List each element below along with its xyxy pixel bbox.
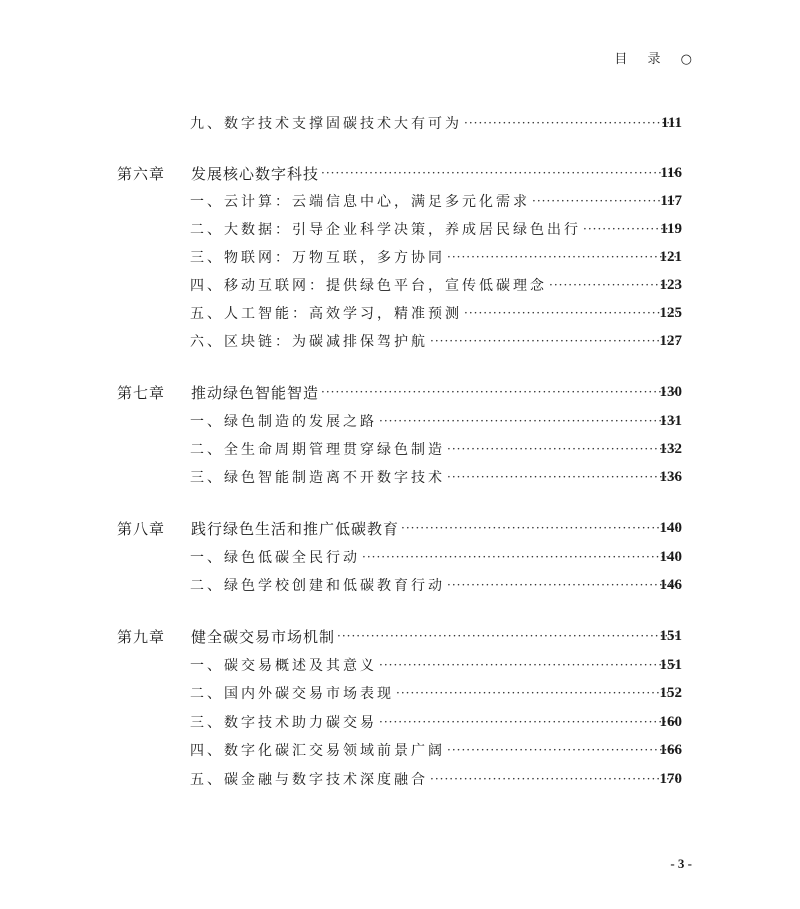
section-title: 四、移动互联网：提供绿色平台，宣传低碳理念	[190, 278, 547, 294]
page-number: 127	[659, 332, 682, 349]
toc-section-entry[interactable]	[0, 466, 800, 488]
dot-leader	[337, 629, 678, 643]
toc-section-entry[interactable]	[0, 711, 800, 733]
section-title: 一、云计算：云端信息中心，满足多元化需求	[190, 194, 530, 210]
section-title: 五、人工智能：高效学习，精准预测	[190, 306, 462, 322]
chapter-title: 发展核心数字科技	[191, 164, 320, 183]
toc-section-entry[interactable]	[0, 768, 800, 790]
chapter-title: 推动绿色智能智造	[191, 383, 320, 402]
toc-chapter-entry[interactable]	[0, 625, 800, 647]
toc-section-entry[interactable]	[0, 330, 800, 352]
section-title: 二、绿色学校创建和低碳教育行动	[190, 578, 445, 594]
page-number: 111	[661, 114, 682, 131]
toc-section-entry[interactable]	[0, 410, 800, 432]
dot-leader	[321, 385, 678, 399]
toc-chapter-entry[interactable]	[0, 381, 800, 403]
dot-leader	[430, 772, 678, 786]
toc-section-entry[interactable]	[0, 302, 800, 324]
page-number: 136	[659, 468, 682, 485]
page-number: 116	[660, 164, 682, 181]
toc-section-entry[interactable]	[0, 274, 800, 296]
toc-chapter-entry[interactable]	[0, 162, 800, 184]
dot-leader	[401, 521, 678, 535]
page-number: 125	[659, 304, 682, 321]
chapter-number: 第九章	[117, 627, 166, 646]
chapter-title: 健全碳交易市场机制	[191, 627, 336, 646]
toc-section-entry[interactable]	[0, 654, 800, 676]
footer-page-number: - 3 -	[670, 856, 692, 871]
section-title: 三、数字技术助力碳交易	[190, 715, 377, 731]
toc-section-entry[interactable]	[0, 574, 800, 596]
page-number: 146	[659, 576, 682, 593]
dot-leader	[379, 715, 678, 729]
chapter-number: 第六章	[117, 164, 166, 183]
toc-section-entry[interactable]	[0, 190, 800, 212]
section-title: 九、数字技术支撑固碳技术大有可为	[190, 116, 462, 132]
dot-leader	[430, 334, 678, 348]
section-title: 一、绿色制造的发展之路	[190, 414, 377, 430]
toc-section-entry[interactable]	[0, 246, 800, 268]
running-header: 目 录 ○	[614, 52, 700, 67]
page-number: 130	[659, 383, 682, 400]
toc-section-entry[interactable]	[0, 438, 800, 460]
chapter-number: 第八章	[117, 519, 166, 538]
section-title: 二、全生命周期管理贯穿绿色制造	[190, 442, 445, 458]
chapter-title: 践行绿色生活和推广低碳教育	[191, 519, 400, 538]
page-number: 140	[659, 519, 682, 536]
dot-leader	[362, 550, 678, 564]
section-title: 四、数字化碳汇交易领域前景广阔	[190, 743, 445, 759]
section-title: 一、碳交易概述及其意义	[190, 658, 377, 674]
chapter-number: 第七章	[117, 383, 166, 402]
section-title: 五、碳金融与数字技术深度融合	[190, 772, 428, 788]
section-title: 二、国内外碳交易市场表现	[190, 686, 394, 702]
page-number: 121	[659, 248, 682, 265]
section-title: 三、绿色智能制造离不开数字技术	[190, 470, 445, 486]
dot-leader	[379, 414, 678, 428]
dot-leader	[321, 166, 678, 180]
section-title: 六、区块链：为碳减排保驾护航	[190, 334, 428, 350]
page-number: 151	[659, 656, 682, 673]
page-number: 117	[660, 192, 682, 209]
dot-leader	[396, 686, 678, 700]
toc-section-entry[interactable]	[0, 546, 800, 568]
page-number: 123	[659, 276, 682, 293]
toc-section-entry[interactable]	[0, 218, 800, 240]
page-number: 119	[660, 220, 682, 237]
page-number: 166	[659, 741, 682, 758]
page-number: 132	[659, 440, 682, 457]
section-title: 三、物联网：万物互联，多方协同	[190, 250, 445, 266]
page-number: 160	[659, 713, 682, 730]
section-title: 一、绿色低碳全民行动	[190, 550, 360, 566]
page-number: 170	[659, 770, 682, 787]
toc-section-entry[interactable]	[0, 739, 800, 761]
toc-section-entry[interactable]	[0, 112, 800, 134]
page-number: 152	[659, 684, 682, 701]
page-number: 140	[659, 548, 682, 565]
dot-leader	[379, 658, 678, 672]
toc-section-entry[interactable]	[0, 682, 800, 704]
section-title: 二、大数据：引导企业科学决策，养成居民绿色出行	[190, 222, 581, 238]
page-number: 151	[659, 627, 682, 644]
page-number: 131	[659, 412, 682, 429]
toc-chapter-entry[interactable]	[0, 517, 800, 539]
